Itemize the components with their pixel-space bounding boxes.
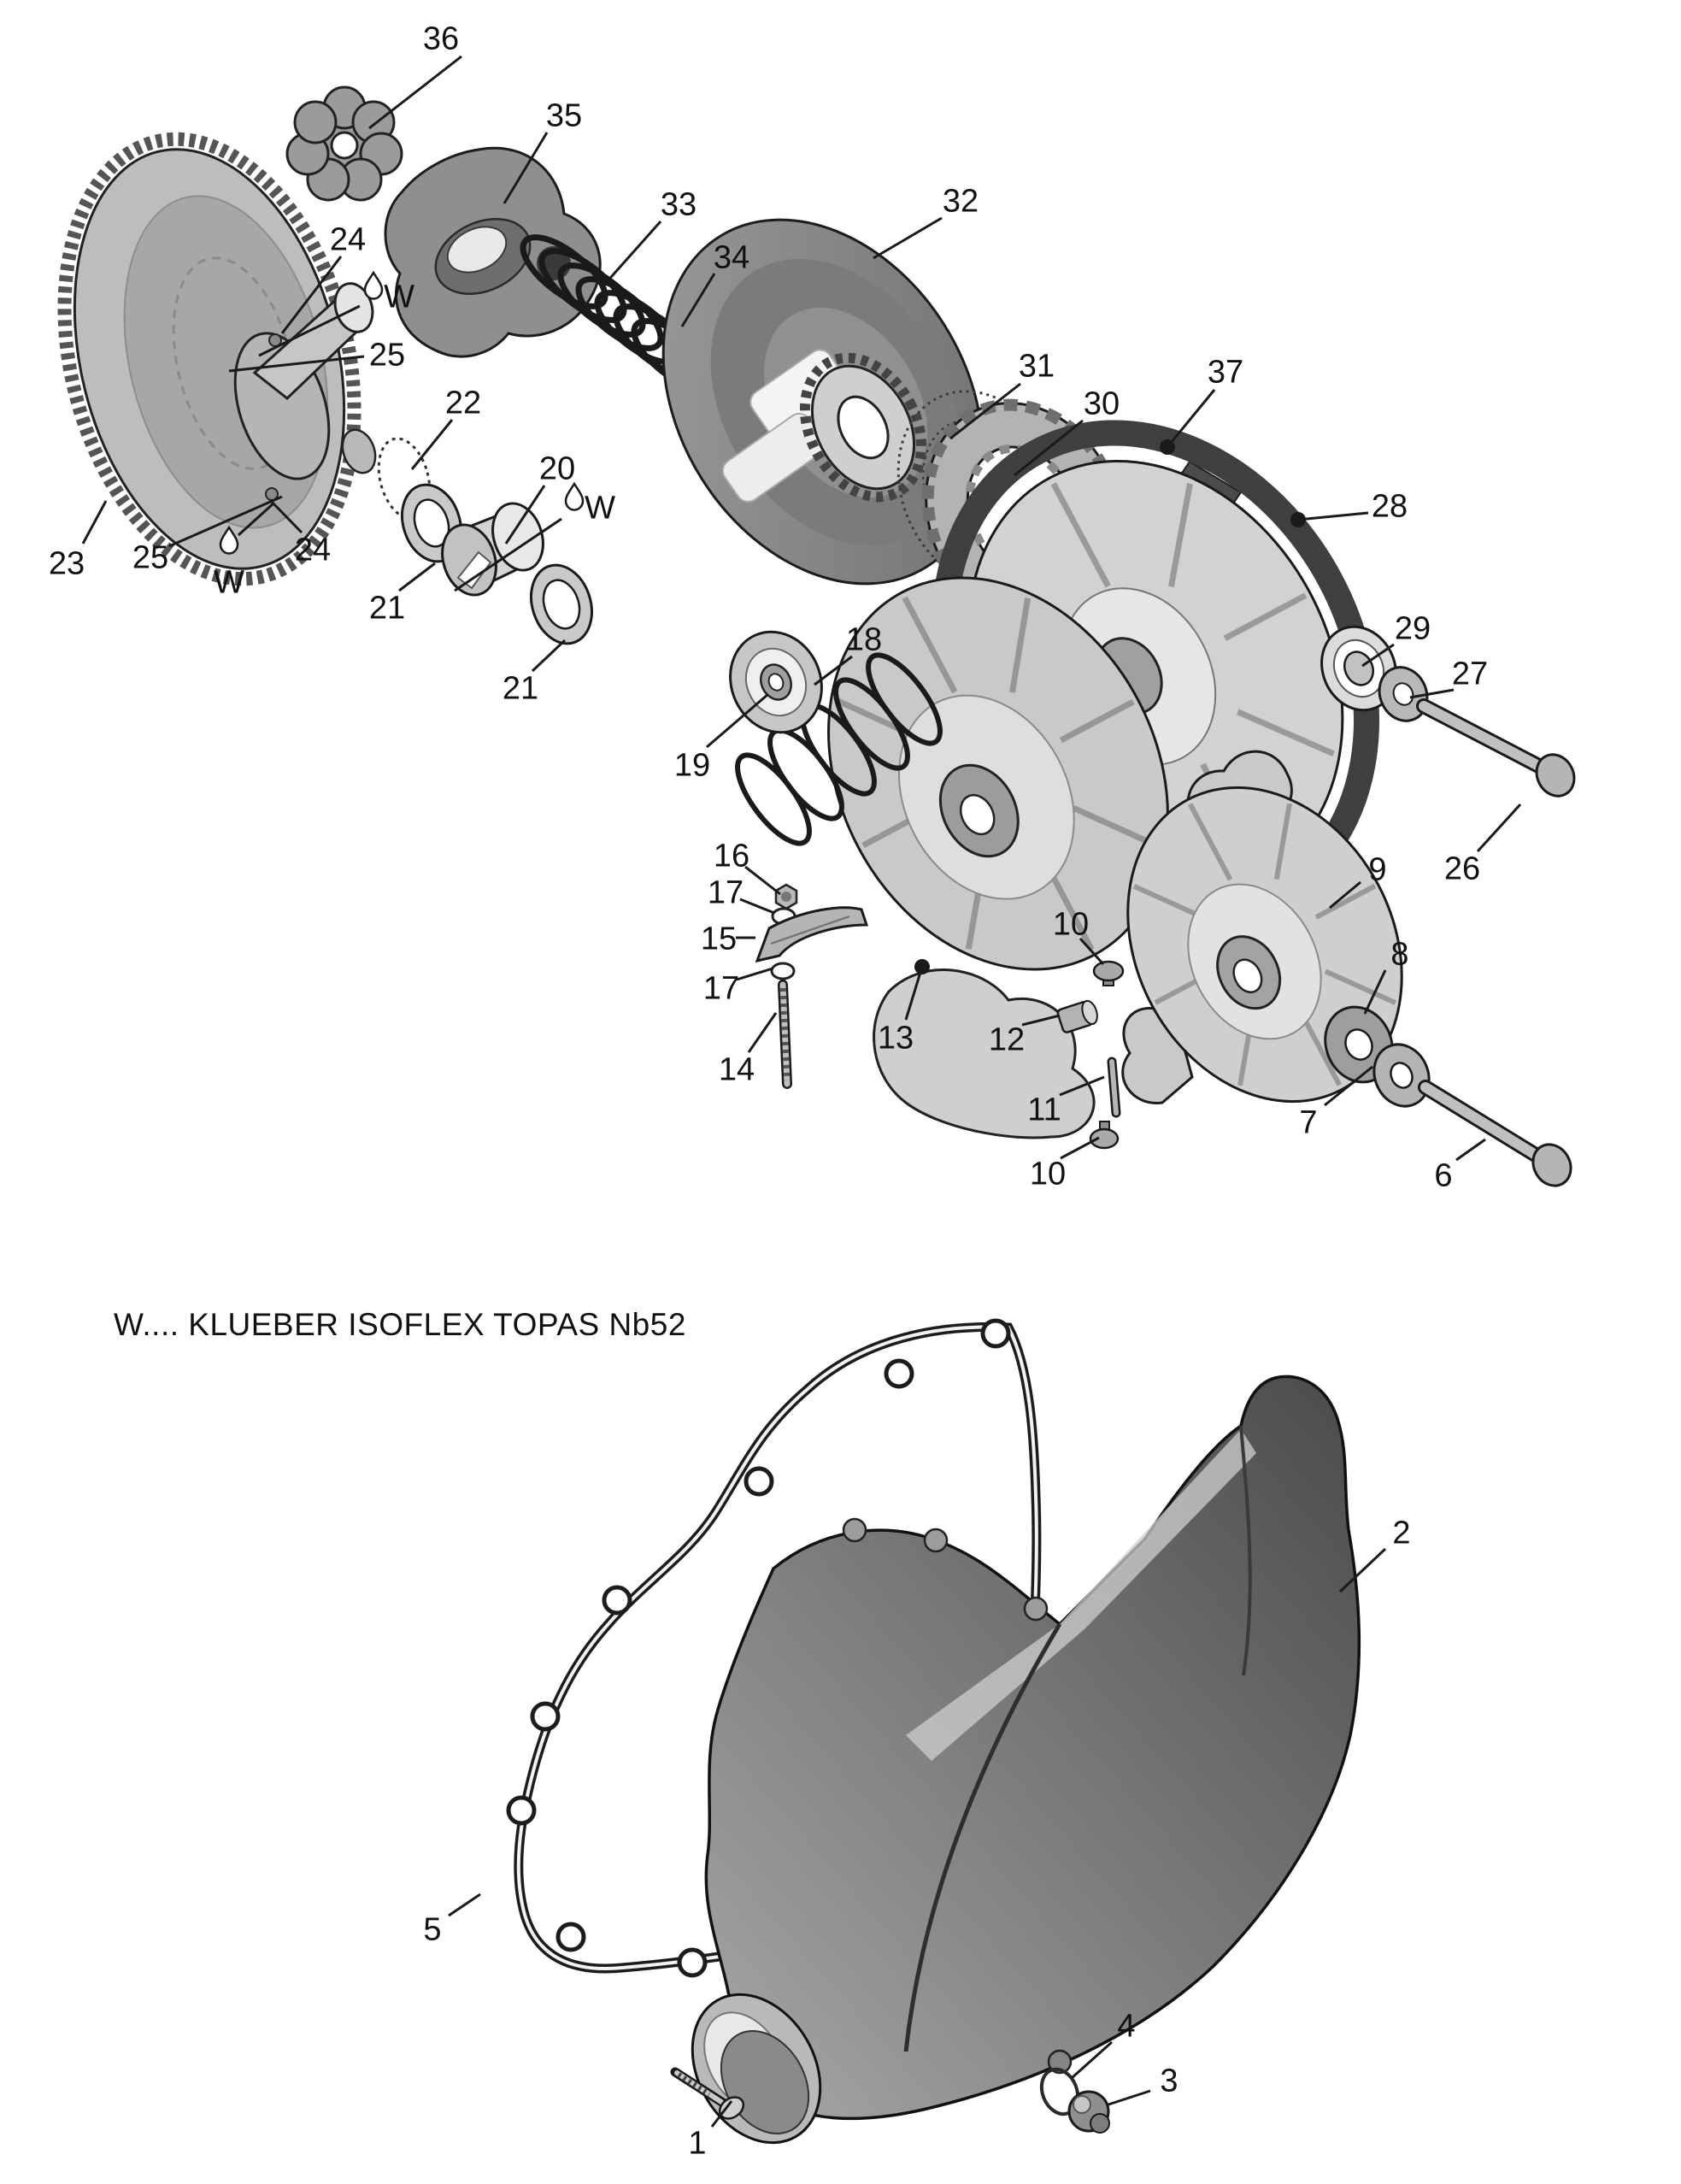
- oil-drop-icon: [365, 273, 382, 299]
- callout-21-b: [503, 640, 565, 707]
- plug-lobe: [1090, 2114, 1109, 2133]
- cover-boss: [925, 1529, 947, 1551]
- callout-label-27: 27: [1451, 656, 1489, 692]
- callout-label-22: 22: [444, 385, 482, 421]
- callout-label-15: 15: [700, 921, 738, 957]
- bolt-head: [1530, 748, 1582, 803]
- callout-leader-line: [1478, 804, 1520, 851]
- callout-label-1: 1: [688, 2125, 707, 2162]
- callout-label-W-mid: W: [585, 490, 615, 527]
- lubricant-note: W.... KLUEBER ISOFLEX TOPAS Nb52: [114, 1307, 686, 1342]
- part-oring-17b: [772, 963, 794, 979]
- callout-label-18: 18: [845, 621, 883, 658]
- callout-5: [423, 1894, 480, 1948]
- callout-label-10-a: 10: [1052, 906, 1090, 943]
- callout-label-24-top: 24: [329, 221, 367, 258]
- callout-leader-line: [83, 501, 106, 544]
- callout-label-16: 16: [713, 838, 750, 874]
- callout-endpoint-dot: [1290, 512, 1306, 527]
- callout-label-24-bottom: 24: [294, 532, 332, 568]
- callout-label-6: 6: [1434, 1157, 1453, 1194]
- nut-bore: [781, 892, 791, 902]
- callout-1: [688, 2101, 732, 2162]
- callout-28: [1290, 489, 1408, 527]
- callout-label-2: 2: [1392, 1515, 1411, 1551]
- callout-label-19: 19: [673, 747, 711, 784]
- callout-6: [1434, 1139, 1485, 1194]
- callout-label-14: 14: [718, 1051, 755, 1088]
- callout-3: [1108, 2063, 1178, 2105]
- callout-label-4: 4: [1117, 2008, 1136, 2045]
- callout-15: [701, 921, 755, 957]
- callout-leader-line: [399, 563, 435, 591]
- part-cvt-cover-2: [667, 1376, 1359, 2165]
- callout-label-31: 31: [1018, 348, 1055, 385]
- callout-21-a: [369, 563, 435, 627]
- part-stud-14: [783, 985, 787, 1084]
- callout-leader-line: [745, 867, 780, 894]
- callout-leader-line: [449, 1894, 480, 1916]
- bolt-shaft: [1425, 1087, 1545, 1161]
- plug-face: [1073, 2096, 1090, 2113]
- part-nut-16: [776, 885, 796, 909]
- callout-33: [605, 187, 696, 284]
- callout-leader-line: [749, 1013, 776, 1052]
- bolt-shaft: [1424, 706, 1549, 771]
- callout-label-34: 34: [713, 239, 750, 276]
- callout-label-7: 7: [1299, 1104, 1318, 1141]
- callout-label-3: 3: [1160, 2063, 1178, 2099]
- callout-leader-line: [1108, 2091, 1150, 2105]
- callout-label-12: 12: [988, 1021, 1026, 1058]
- callout-endpoint-dot: [1160, 439, 1175, 455]
- part-spacer-21b: [521, 557, 602, 651]
- callout-label-26: 26: [1443, 851, 1481, 887]
- callout-label-28: 28: [1371, 488, 1408, 525]
- oil-drop-icon: [566, 484, 583, 510]
- callout-label-W-top: W: [384, 279, 414, 315]
- callout-10-b: [1030, 1138, 1099, 1192]
- callout-leader-line: [1298, 513, 1368, 520]
- sprocket-lobe: [295, 102, 336, 143]
- callout-32: [873, 184, 979, 258]
- cover-boss: [843, 1519, 866, 1541]
- callout-leader-line: [532, 640, 565, 671]
- callout-label-10-b: 10: [1029, 1156, 1067, 1192]
- sprocket-bore: [332, 132, 357, 158]
- callout-19: [674, 694, 768, 784]
- cap-head: [1094, 962, 1123, 980]
- callout-label-25-top: 25: [368, 337, 406, 374]
- callout-label-13: 13: [877, 1020, 914, 1057]
- callout-17-b: [703, 968, 773, 1007]
- part-cap-10a: [1094, 962, 1123, 986]
- callout-leader-line: [1061, 1138, 1099, 1158]
- callout-label-33: 33: [660, 186, 697, 223]
- callout-label-9: 9: [1368, 851, 1387, 888]
- cap-head: [1090, 1129, 1118, 1148]
- callout-label-21-b: 21: [502, 670, 539, 707]
- part-pin-11: [1112, 1062, 1116, 1113]
- callout-23: [49, 501, 106, 582]
- callout-label-21-a: 21: [368, 590, 406, 627]
- callout-label-36: 36: [422, 21, 460, 57]
- callout-label-30: 30: [1083, 386, 1120, 422]
- callout-leader-line: [740, 899, 774, 913]
- callout-label-17-b: 17: [702, 970, 740, 1007]
- callout-endpoint-dot: [914, 959, 930, 974]
- callout-26: [1444, 804, 1520, 887]
- part-cap-10b: [1090, 1121, 1118, 1148]
- callout-leader-line: [1456, 1139, 1485, 1160]
- callout-label-17-a: 17: [707, 874, 744, 911]
- callout-label-37: 37: [1207, 354, 1244, 391]
- part-plug-3: [1069, 2092, 1109, 2133]
- callout-leader-line: [412, 420, 452, 469]
- callout-label-29: 29: [1394, 610, 1431, 647]
- callout-label-25-bottom: 25: [132, 539, 169, 576]
- callout-label-5: 5: [423, 1911, 442, 1948]
- part-roller-12: [1057, 999, 1100, 1033]
- callout-label-20: 20: [538, 450, 576, 487]
- callout-leader-line: [369, 56, 461, 128]
- callout-leader-line: [873, 218, 942, 258]
- callout-label-32: 32: [942, 183, 979, 220]
- part-sprocket-36: [287, 87, 402, 200]
- callout-label-8: 8: [1390, 936, 1409, 973]
- part-bolt-26: [1424, 706, 1581, 803]
- callout-14: [719, 1013, 776, 1088]
- callout-22: [412, 386, 481, 469]
- callout-label-23: 23: [48, 545, 85, 582]
- callout-label-11: 11: [1027, 1092, 1061, 1128]
- cover-boss: [1025, 1598, 1047, 1620]
- callout-label-35: 35: [545, 97, 583, 134]
- callout-label-W-bottom: W: [214, 564, 244, 601]
- callout-leader-line: [605, 221, 661, 284]
- callout-leader-line: [737, 968, 773, 980]
